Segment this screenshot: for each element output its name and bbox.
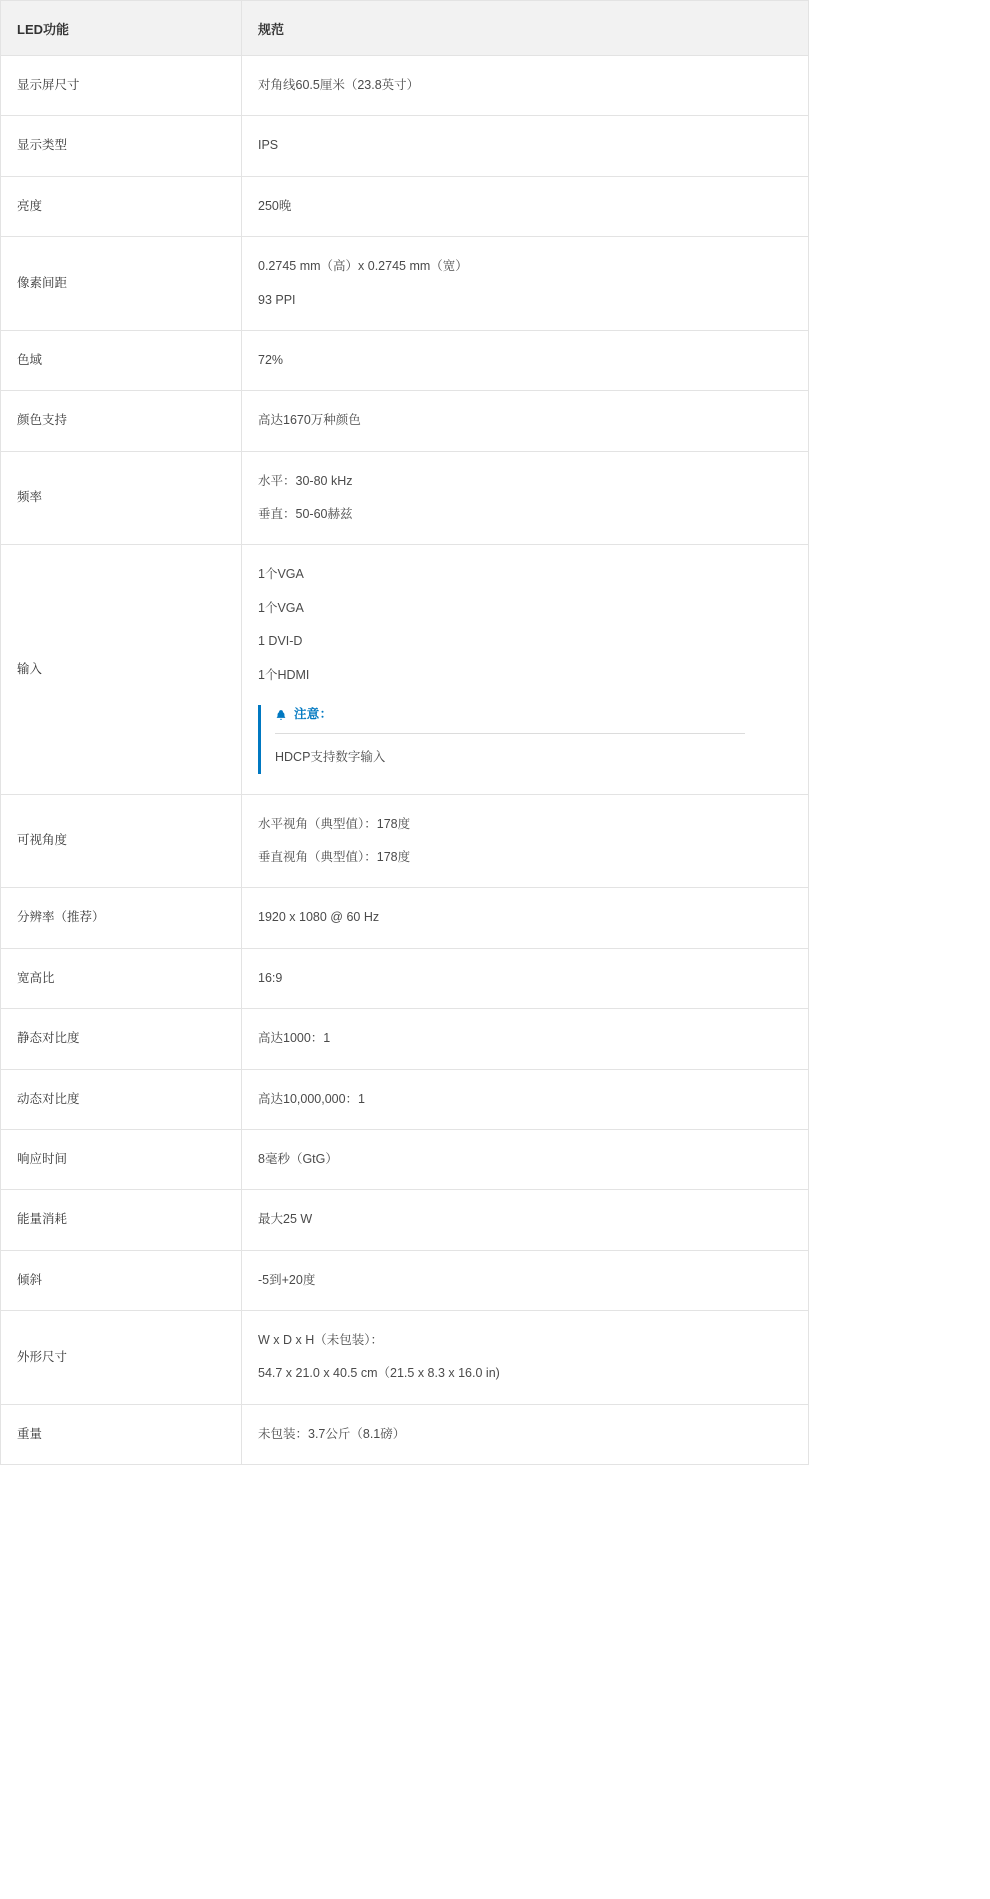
cell-feature: 像素间距 — [1, 237, 242, 331]
table-row — [1, 794, 809, 888]
bell-icon — [275, 709, 287, 721]
cell-spec — [242, 1069, 809, 1129]
cell-spec — [242, 116, 809, 176]
cell-feature: 可视角度 — [1, 794, 242, 888]
note-title: 注意： — [294, 706, 333, 721]
spec-line: 1个VGA — [258, 567, 304, 582]
spec-line: 水平视角（典型值）：178度 — [258, 816, 411, 831]
cell-feature: 重量 — [1, 1404, 242, 1464]
spec-line: 250晚 — [258, 198, 292, 213]
cell-spec — [242, 545, 809, 794]
cell-feature: 亮度 — [1, 176, 242, 236]
table-row — [1, 1311, 809, 1405]
note-body: HDCP支持数字输入 — [275, 750, 386, 765]
spec-line: 54.7 x 21.0 x 40.5 cm（21.5 x 8.3 x 16.0 in) — [258, 1366, 500, 1381]
cell-feature: 色域 — [1, 330, 242, 390]
cell-spec — [242, 1311, 809, 1405]
table-row — [1, 391, 809, 451]
cell-spec — [242, 1129, 809, 1189]
cell-feature: 输入 — [1, 545, 242, 794]
table-row — [1, 176, 809, 236]
spec-line: 1个VGA — [258, 600, 304, 615]
cell-spec — [242, 176, 809, 236]
table-row — [1, 1009, 809, 1069]
cell-feature: 颜色支持 — [1, 391, 242, 451]
cell-spec — [242, 888, 809, 948]
cell-spec — [242, 391, 809, 451]
cell-feature: 响应时间 — [1, 1129, 242, 1189]
cell-spec — [242, 794, 809, 888]
spec-line: 8毫秒（GtG） — [258, 1151, 338, 1166]
table-row — [1, 888, 809, 948]
cell-feature: 倾斜 — [1, 1250, 242, 1310]
spec-line: IPS — [258, 138, 279, 153]
table-row — [1, 948, 809, 1008]
table-row — [1, 1250, 809, 1310]
cell-spec — [242, 1009, 809, 1069]
table-row — [1, 237, 809, 331]
table-row — [1, 545, 809, 794]
table-body — [1, 56, 809, 1465]
spec-line: W x D x H（未包装）： — [258, 1333, 383, 1347]
spec-line: 最大25 W — [258, 1212, 313, 1227]
spec-line: 垂直：50-60赫兹 — [258, 507, 353, 521]
spec-line: 1个HDMI — [258, 667, 310, 682]
spec-line: 高达1670万种颜色 — [258, 413, 361, 428]
column-header-spec: 规范 — [242, 1, 809, 56]
table-row — [1, 56, 809, 116]
spec-line: 0.2745 mm（高）x 0.2745 mm（宽） — [258, 259, 468, 274]
cell-feature: 频率 — [1, 451, 242, 545]
cell-feature: 显示屏尺寸 — [1, 56, 242, 116]
note-callout — [258, 705, 745, 774]
cell-spec — [242, 451, 809, 545]
spec-line: 1920 x 1080 @ 60 Hz — [258, 910, 380, 925]
cell-spec — [242, 948, 809, 1008]
table-row — [1, 116, 809, 176]
spec-line: 1 DVI-D — [258, 634, 303, 649]
spec-line: 未包装：3.7公斤（8.1磅） — [258, 1426, 406, 1441]
cell-feature: 静态对比度 — [1, 1009, 242, 1069]
table-header — [1, 1, 809, 56]
table-row — [1, 1069, 809, 1129]
spec-line: 高达10,000,000：1 — [258, 1091, 366, 1106]
table-row — [1, 330, 809, 390]
table-row — [1, 1190, 809, 1250]
cell-feature: 宽高比 — [1, 948, 242, 1008]
note-header — [275, 705, 745, 734]
cell-feature: 能量消耗 — [1, 1190, 242, 1250]
cell-spec — [242, 1404, 809, 1464]
table-row — [1, 451, 809, 545]
cell-spec — [242, 1250, 809, 1310]
table-row — [1, 1129, 809, 1189]
column-header-feature: LED功能 — [1, 1, 242, 56]
cell-spec — [242, 1190, 809, 1250]
cell-feature: 动态对比度 — [1, 1069, 242, 1129]
spec-line: 16:9 — [258, 970, 283, 985]
spec-line: 93 PPI — [258, 292, 296, 307]
spec-line: 72% — [258, 352, 284, 367]
cell-feature: 外形尺寸 — [1, 1311, 242, 1405]
table-header-row — [1, 1, 809, 56]
spec-line: -5到+20度 — [258, 1272, 316, 1287]
spec-line: 水平：30-80 kHz — [258, 473, 353, 488]
spec-line: 高达1000：1 — [258, 1031, 331, 1046]
cell-spec — [242, 56, 809, 116]
spec-line: 垂直视角（典型值）：178度 — [258, 850, 411, 864]
cell-spec — [242, 330, 809, 390]
cell-feature: 显示类型 — [1, 116, 242, 176]
table-row — [1, 1404, 809, 1464]
spec-line: 对角线60.5厘米（23.8英寸） — [258, 78, 420, 92]
cell-spec — [242, 237, 809, 331]
cell-feature: 分辨率（推荐） — [1, 888, 242, 948]
